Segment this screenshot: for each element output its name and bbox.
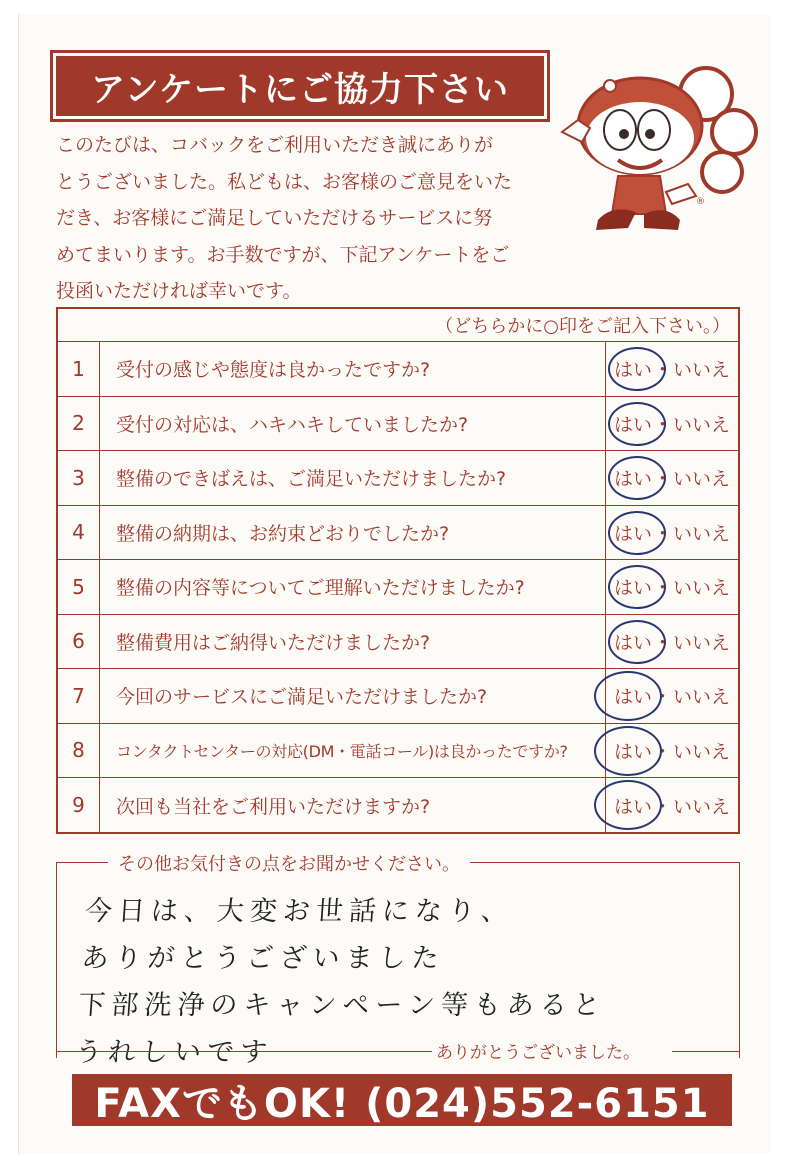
answer-circle-mark [608,620,666,664]
question-number: 8 [58,724,100,778]
question-row [58,506,738,561]
answer-yes[interactable]: はい [613,631,652,654]
question-number: 4 [58,506,100,560]
answer-no[interactable]: いいえ [673,413,731,436]
question-text: 受付の対応は、ハキハキしていましたか? [116,413,469,436]
question-text: 整備費用はご納得いただけましたか? [116,631,431,654]
divider [672,1051,740,1052]
question-text: 整備の納期は、お約束どおりでしたか? [116,522,450,545]
answer-yes[interactable]: はい [613,577,652,600]
survey-title: アンケートにご協力下さい [56,56,544,116]
question-row [58,615,738,670]
question-row [58,669,738,724]
intro-line: だき、お客様にご満足していただけるサービスに努 [56,207,493,229]
handwritten-line: うれしいです [73,1037,275,1068]
answer-options[interactable] [605,778,738,833]
question-row [58,397,738,452]
handwritten-line: ありがとうございました [80,943,446,974]
answer-circle-mark [608,511,666,555]
question-text: 次回も当社をご利用いただけますか? [116,795,431,818]
answer-no[interactable]: いいえ [673,631,731,654]
answer-yes[interactable]: はい [613,795,652,818]
answer-separator: ・ [652,359,672,382]
answer-options[interactable] [605,615,738,669]
answer-no[interactable]: いいえ [673,795,731,818]
intro-line: 投函いただければ幸いです。 [56,280,302,302]
answer-circle-mark [594,780,662,830]
answer-yes[interactable]: はい [613,740,652,763]
question-number: 7 [58,669,100,723]
answer-no[interactable]: いいえ [673,359,731,382]
answer-options[interactable] [605,506,738,560]
question-row [58,778,738,833]
question-number: 5 [58,560,100,614]
question-text: 整備の内容等についてご理解いただけましたか? [116,577,525,600]
answer-no[interactable]: いいえ [673,686,731,709]
intro-line: めてまいります。お手数ですが、下記アンケートをご [56,243,510,266]
fax-banner: FAXでもOK! (024)552-6151 [72,1074,732,1126]
intro-line: このたびは、コバックをご利用いただき誠にありが [56,134,494,156]
thanks-text: ありがとうございました。 [436,1043,640,1063]
answer-circle-mark [608,565,666,609]
answer-options[interactable] [605,342,738,396]
question-text: 受付の感じや態度は良かったですか? [116,359,431,382]
question-row [58,342,738,397]
intro-line: とうございました。私どもは、お客様のご意見をいた [56,170,513,193]
answer-circle-mark [594,671,662,721]
answer-yes[interactable]: はい [613,359,652,382]
handwritten-line: 今日は、大変お世話になり、 [83,896,516,927]
comments-label: その他お気付きの点をお聞かせください。 [108,850,470,876]
answer-separator: ・ [652,795,672,818]
question-number: 1 [58,342,100,396]
answer-yes[interactable]: はい [613,413,652,436]
question-text: 今回のサービスにご満足いただけましたか? [116,686,488,709]
answer-options[interactable] [605,669,738,723]
answer-separator: ・ [652,740,672,763]
answer-yes[interactable]: はい [613,522,652,545]
answer-separator: ・ [652,468,672,491]
intro-text [56,127,556,310]
survey-table [56,307,740,834]
answer-options[interactable] [605,560,738,614]
svg-text:®: ® [696,197,705,207]
answer-no[interactable]: いいえ [673,577,731,600]
answer-circle-mark [594,726,662,776]
survey-instruction: （どちらかに○印をご記入下さい。） [58,309,738,342]
answer-options[interactable] [605,397,738,451]
answer-no[interactable]: いいえ [673,522,731,545]
answer-yes[interactable]: はい [613,686,652,709]
answer-no[interactable]: いいえ [673,468,731,491]
question-row [58,560,738,615]
answer-separator: ・ [652,686,672,709]
mascot-illustration [548,64,758,244]
question-number: 3 [58,451,100,505]
question-text: コンタクトセンターの対応(DM・電話コール)は良かったですか? [116,741,568,761]
answer-separator: ・ [652,577,672,600]
question-number: 9 [58,778,100,833]
handwritten-line: 下部洗浄のキャンペーン等もあると [77,990,607,1021]
question-number: 6 [58,615,100,669]
question-text: 整備のできばえは、ご満足いただけましたか? [116,468,507,491]
question-number: 2 [58,397,100,451]
divider [56,1051,432,1052]
answer-separator: ・ [652,413,672,436]
answer-no[interactable]: いいえ [673,740,731,763]
answer-circle-mark [608,347,666,391]
question-row [58,451,738,506]
answer-yes[interactable]: はい [613,468,652,491]
answer-circle-mark [608,402,666,446]
answer-options[interactable] [605,451,738,505]
handwritten-comment [73,888,746,1076]
answer-separator: ・ [652,631,672,654]
answer-separator: ・ [652,522,672,545]
answer-options[interactable] [605,724,738,778]
answer-circle-mark [608,456,666,500]
question-row [58,724,738,779]
